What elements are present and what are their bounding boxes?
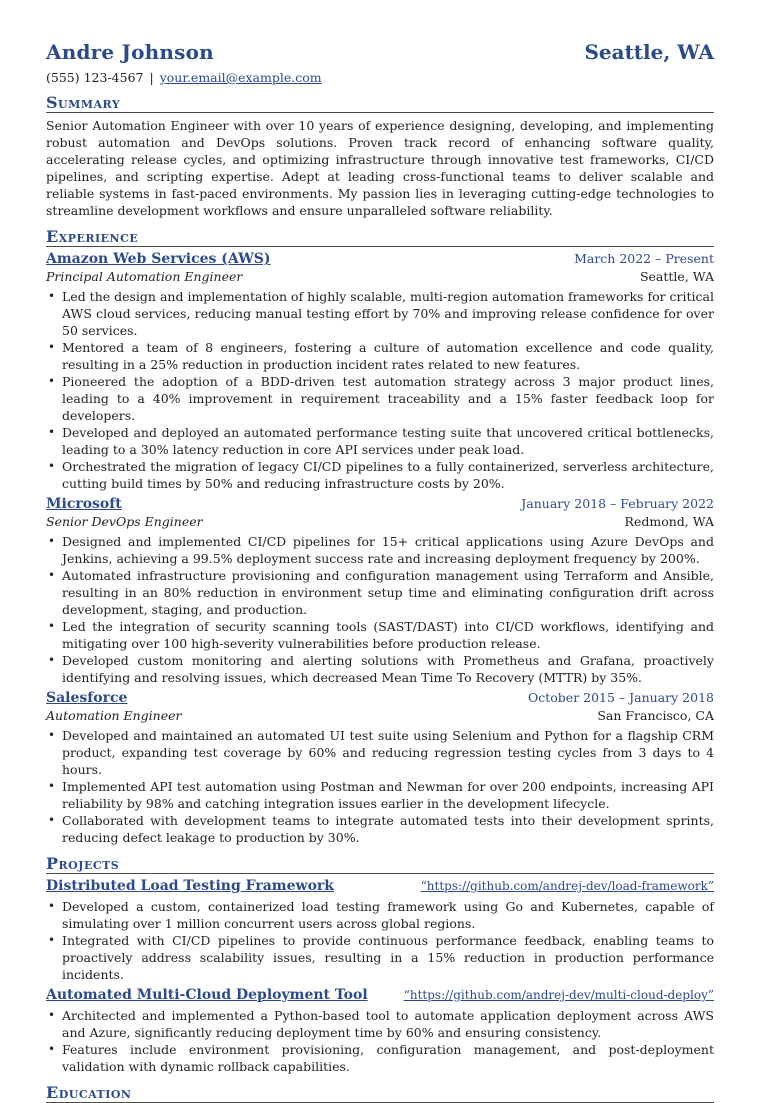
bullet-item: • Architected and implemented a Python-based tool to automate application deployment across AWS and Azure, significantly reducing deployment time by 60% and ensuring consistency. [62,1007,714,1041]
bullet-item: • Integrated with CI/CD pipelines to provide continuous performance feedback, enabling teams to proactively address scalability issues, resulting in a 15% reduction in production performance incidents. [62,932,714,983]
bullet-item: • Features include environment provisioning, configuration management, and post-deployment validation with dynamic rollback capabilities. [62,1041,714,1075]
resume-header [46,40,714,64]
project-link[interactable]: “https://github.com/andrej-dev/multi-cloud-deploy” [403,988,714,1002]
job-dates: October 2015 – January 2018 [528,690,714,705]
bullet-item: • Led the integration of security scanning tools (SAST/DAST) into CI/CD workflows, identifying and mitigating over 100 high-severity vulnerabilities before production release. [62,618,714,652]
project-link[interactable]: “https://github.com/andrej-dev/load-framework” [420,879,714,893]
company-name[interactable]: Salesforce [46,690,128,706]
project-name[interactable]: Distributed Load Testing Framework [46,878,334,894]
contact-line [46,70,714,85]
job-location: Seattle, WA [639,269,714,284]
company-name[interactable]: Amazon Web Services (AWS) [46,251,271,267]
project-name[interactable]: Automated Multi-Cloud Deployment Tool [46,987,368,1003]
projects-section-title: Projects [46,854,714,874]
job-bullets [46,288,714,492]
job-entry [46,251,714,492]
bullet-item: • Implemented API test automation using Postman and Newman for over 200 endpoints, increasing API reliability by 98% and catching integration issues earlier in the development lifecycle. [62,778,714,812]
bullet-item: • Led the design and implementation of highly scalable, multi-region automation frameworks for critical AWS cloud services, reducing manual testing effort by 70% and improving release confidence for over 50 services. [62,288,714,339]
project-bullets [46,898,714,983]
bullet-item: • Developed a custom, containerized load testing framework using Go and Kubernetes, capable of simulating over 1 million concurrent users across global regions. [62,898,714,932]
job-entry [46,690,714,846]
summary-section-title: Summary [46,93,714,113]
phone-number: (555) 123-4567 [46,70,144,85]
candidate-name: Andre Johnson [46,40,214,64]
project-bullets [46,1007,714,1075]
bullet-item: • Automated infrastructure provisioning and configuration management using Terraform and Ansible, resulting in an 80% reduction in environment setup time and eliminating configuration drift across development, staging, and production. [62,567,714,618]
job-entry [46,496,714,686]
candidate-location: Seattle, WA [584,40,714,64]
job-bullets [46,727,714,846]
bullet-item: • Orchestrated the migration of legacy CI/CD pipelines to a fully containerized, serverless architecture, cutting build times by 50% and reducing infrastructure costs by 20%. [62,458,714,492]
bullet-item: • Pioneered the adoption of a BDD-driven test automation strategy across 3 major product lines, leading to a 40% improvement in requirement traceability and a 15% faster feedback loop for developers. [62,373,714,424]
job-role: Principal Automation Engineer [46,269,243,284]
contact-separator: | [149,70,154,85]
job-role: Automation Engineer [46,708,182,723]
experience-section-title: Experience [46,227,714,247]
summary-text: Senior Automation Engineer with over 10 years of experience designing, developing, and implementing robust automation and DevOps solutions. Proven track record of enhancing software quality, accelerating release cycles, and optimizing infrastructure through innovative test frameworks, CI/CD pipelines, and scripting expertise. Adept at leading cross-functional teams to deliver scalable and reliable systems in fast-paced environments. My passion lies in leveraging cutting-edge technologies to streamline development workflows and ensure unparalleled software reliability. [46,118,714,218]
job-dates: March 2022 – Present [574,251,714,266]
job-location: Redmond, WA [624,514,714,529]
bullet-item: • Mentored a team of 8 engineers, fostering a culture of automation excellence and code quality, resulting in a 25% reduction in production incident rates related to new features. [62,339,714,373]
bullet-item: • Developed and maintained an automated UI test suite using Selenium and Python for a flagship CRM product, expanding test coverage by 60% and reducing regression testing cycles from 3 days to 4 hours. [62,727,714,778]
job-location: San Francisco, CA [597,708,714,723]
bullet-item: • Developed custom monitoring and alerting solutions with Prometheus and Grafana, proactively identifying and resolving issues, which decreased Mean Time To Recovery (MTTR) by 35%. [62,652,714,686]
job-role: Senior DevOps Engineer [46,514,203,529]
job-bullets [46,533,714,686]
bullet-item: • Developed and deployed an automated performance testing suite that uncovered critical bottlenecks, leading to a 30% latency reduction in core API services under peak load. [62,424,714,458]
project-entry [46,878,714,983]
job-dates: January 2018 – February 2022 [521,496,714,511]
bullet-item: • Designed and implemented CI/CD pipelines for 15+ critical applications using Azure DevOps and Jenkins, achieving a 99.5% deployment success rate and increasing deployment frequency by 200%. [62,533,714,567]
bullet-item: • Collaborated with development teams to integrate automated tests into their development sprints, reducing defect leakage to production by 30%. [62,812,714,846]
education-section-title: Education [46,1083,714,1103]
company-name[interactable]: Microsoft [46,496,122,512]
resume-page [46,40,714,1103]
project-entry [46,987,714,1075]
email-link[interactable]: your.email@example.com [159,70,322,85]
